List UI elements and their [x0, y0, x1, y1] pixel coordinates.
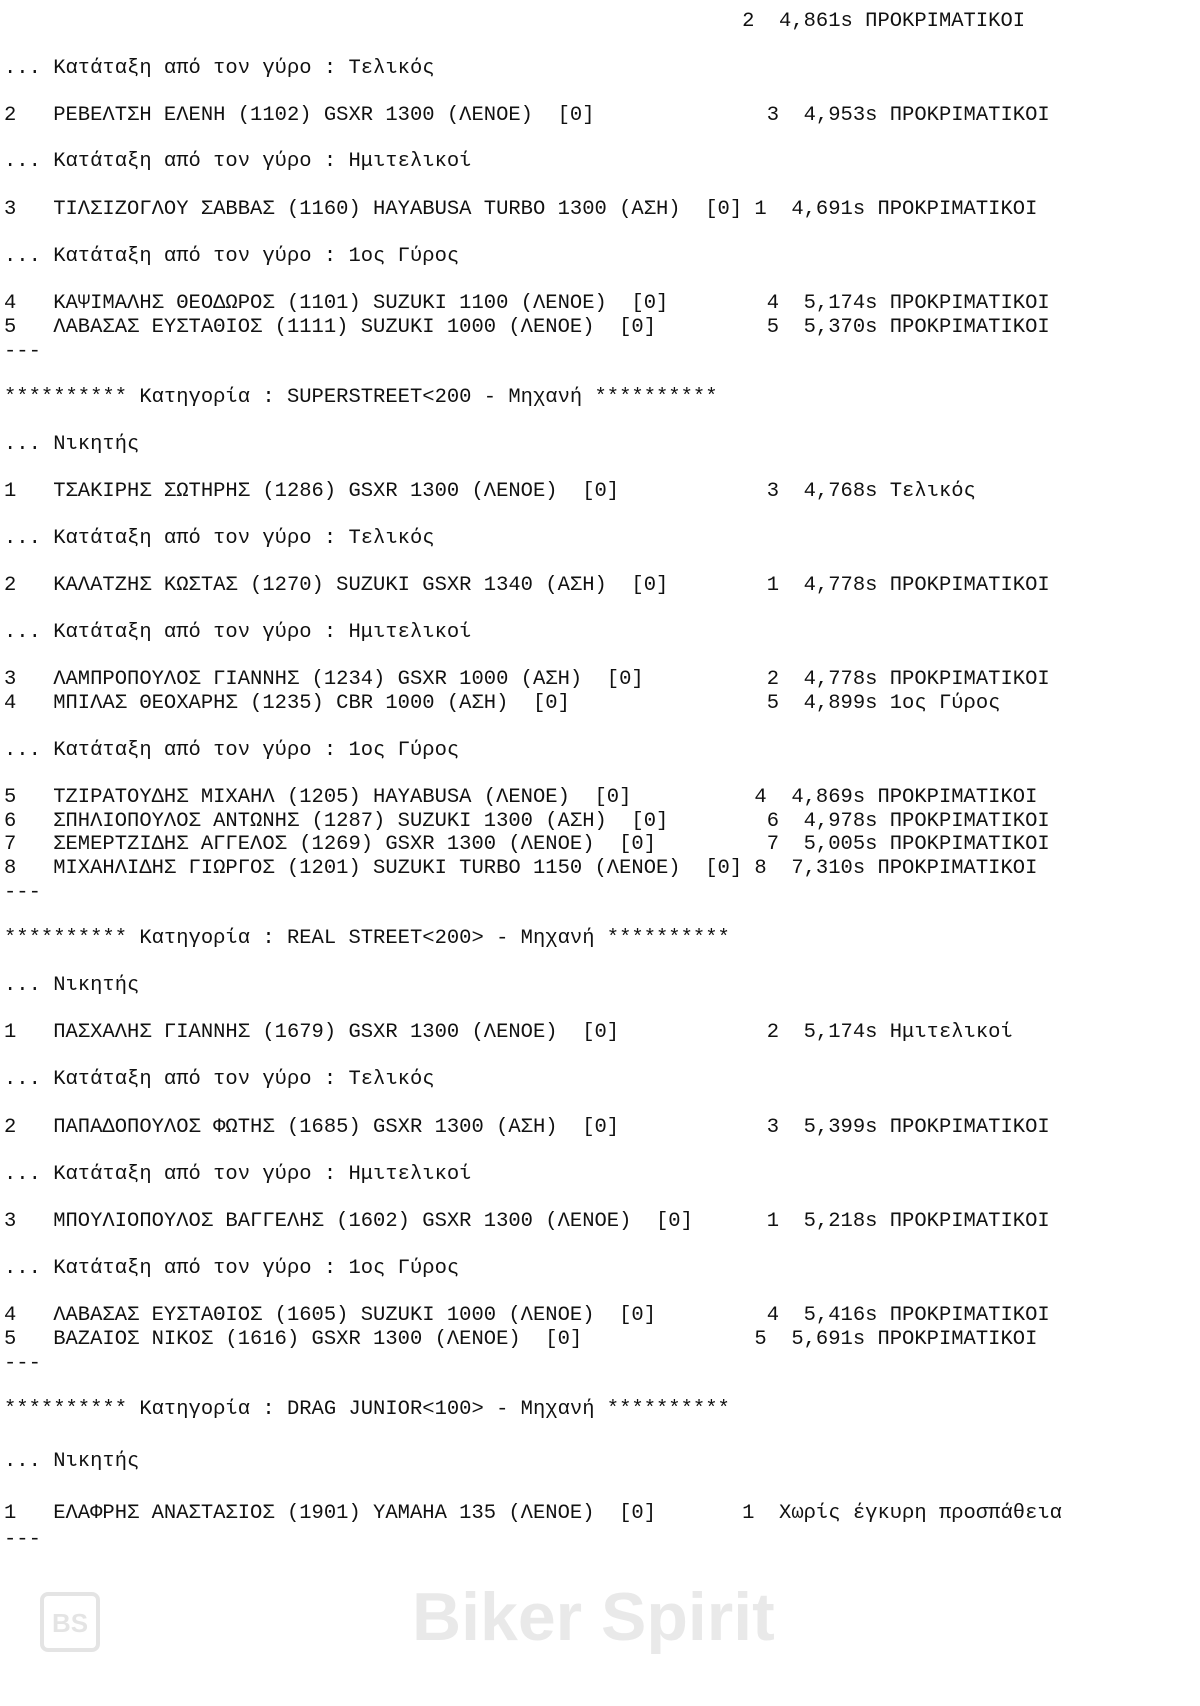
category-heading: ********** Κατηγορία : DRAG JUNIOR<100> - Μηχανή ********** — [4, 1398, 730, 1421]
round-heading: ... Κατάταξη από τον γύρο : Τελικός — [4, 1068, 435, 1091]
biker-spirit-logo-icon — [40, 1592, 100, 1652]
round-heading: ... Κατάταξη από τον γύρο : 1ος Γύρος — [4, 245, 460, 268]
result-row: 5 ΒΑΖΑΙΟΣ ΝΙΚΟΣ (1616) GSXR 1300 (ΛΕΝΟΕ) [0] 5 5,691s ΠΡΟΚΡΙΜΑΤΙΚΟΙ — [4, 1328, 1038, 1351]
result-row: 7 ΣΕΜΕΡΤΖΙΔΗΣ ΑΓΓΕΛΟΣ (1269) GSXR 1300 (ΛΕΝΟΕ) [0] 7 5,005s ΠΡΟΚΡΙΜΑΤΙΚΟΙ — [4, 833, 1050, 856]
round-heading: ... Κατάταξη από τον γύρο : Τελικός — [4, 527, 435, 550]
result-row: 3 ΤΙΛΣΙΖΟΓΛΟΥ ΣΑΒΒΑΣ (1160) HAYABUSA TURBO 1300 (ΑΣΗ) [0] 1 4,691s ΠΡΟΚΡΙΜΑΤΙΚΟΙ — [4, 198, 1038, 221]
watermark — [40, 1570, 800, 1690]
round-heading: ... Κατάταξη από τον γύρο : Ημιτελικοί — [4, 150, 472, 173]
winner-heading: ... Νικητής — [4, 1450, 140, 1473]
watermark-text: Biker Spirit — [412, 1579, 775, 1655]
result-row: 4 ΚΑΨΙΜΑΛΗΣ ΘΕΟΔΩΡΟΣ (1101) SUZUKI 1100 (ΛΕΝΟΕ) [0] 4 5,174s ΠΡΟΚΡΙΜΑΤΙΚΟΙ — [4, 292, 1050, 315]
round-heading: ... Κατάταξη από τον γύρο : Ημιτελικοί — [4, 621, 472, 644]
result-row: 1 ΤΣΑΚΙΡΗΣ ΣΩΤΗΡΗΣ (1286) GSXR 1300 (ΛΕΝΟΕ) [0] 3 4,768s Τελικός — [4, 480, 976, 503]
section-divider: --- — [4, 340, 41, 363]
result-row: 3 ΜΠΟΥΛΙΟΠΟΥΛΟΣ ΒΑΓΓΕΛΗΣ (1602) GSXR 1300 (ΛΕΝΟΕ) [0] 1 5,218s ΠΡΟΚΡΙΜΑΤΙΚΟΙ — [4, 1210, 1050, 1233]
section-divider: --- — [4, 1528, 41, 1551]
result-row: 5 ΤΖΙΡΑΤΟΥΔΗΣ ΜΙΧΑΗΛ (1205) HAYABUSA (ΛΕΝΟΕ) [0] 4 4,869s ΠΡΟΚΡΙΜΑΤΙΚΟΙ — [4, 786, 1038, 809]
round-heading: ... Κατάταξη από τον γύρο : 1ος Γύρος — [4, 739, 460, 762]
result-row-continued: 2 4,861s ΠΡΟΚΡΙΜΑΤΙΚΟΙ — [4, 10, 1026, 33]
result-row: 4 ΜΠΙΛΑΣ ΘΕΟΧΑΡΗΣ (1235) CBR 1000 (ΑΣΗ) [0] 5 4,899s 1ος Γύρος — [4, 692, 1001, 715]
result-row: 2 ΡΕΒΕΛΤΣΗ ΕΛΕΝΗ (1102) GSXR 1300 (ΛΕΝΟΕ) [0] 3 4,953s ΠΡΟΚΡΙΜΑΤΙΚΟΙ — [4, 104, 1050, 127]
category-heading: ********** Κατηγορία : REAL STREET<200> - Μηχανή ********** — [4, 927, 730, 950]
result-row: 4 ΛΑΒΑΣΑΣ ΕΥΣΤΑΘΙΟΣ (1605) SUZUKI 1000 (ΛΕΝΟΕ) [0] 4 5,416s ΠΡΟΚΡΙΜΑΤΙΚΟΙ — [4, 1304, 1050, 1327]
result-row: 2 ΚΑΛΑΤΖΗΣ ΚΩΣΤΑΣ (1270) SUZUKI GSXR 1340 (ΑΣΗ) [0] 1 4,778s ΠΡΟΚΡΙΜΑΤΙΚΟΙ — [4, 574, 1050, 597]
result-row: 1 ΠΑΣΧΑΛΗΣ ΓΙΑΝΝΗΣ (1679) GSXR 1300 (ΛΕΝΟΕ) [0] 2 5,174s Ημιτελικοί — [4, 1021, 1013, 1044]
section-divider: --- — [4, 881, 41, 904]
round-heading: ... Κατάταξη από τον γύρο : Ημιτελικοί — [4, 1163, 472, 1186]
result-row: 2 ΠΑΠΑΔΟΠΟΥΛΟΣ ΦΩΤΗΣ (1685) GSXR 1300 (ΑΣΗ) [0] 3 5,399s ΠΡΟΚΡΙΜΑΤΙΚΟΙ — [4, 1116, 1050, 1139]
result-row: 6 ΣΠΗΛΙΟΠΟΥΛΟΣ ΑΝΤΩΝΗΣ (1287) SUZUKI 1300 (ΑΣΗ) [0] 6 4,978s ΠΡΟΚΡΙΜΑΤΙΚΟΙ — [4, 810, 1050, 833]
result-row: 3 ΛΑΜΠΡΟΠΟΥΛΟΣ ΓΙΑΝΝΗΣ (1234) GSXR 1000 (ΑΣΗ) [0] 2 4,778s ΠΡΟΚΡΙΜΑΤΙΚΟΙ — [4, 668, 1050, 691]
category-heading: ********** Κατηγορία : SUPERSTREET<200 - Μηχανή ********** — [4, 386, 718, 409]
section-divider: --- — [4, 1352, 41, 1375]
result-row: 1 ΕΛΑΦΡΗΣ ΑΝΑΣΤΑΣΙΟΣ (1901) YAMAHA 135 (ΛΕΝΟΕ) [0] 1 Χωρίς έγκυρη προσπάθεια — [4, 1502, 1062, 1525]
round-heading: ... Κατάταξη από τον γύρο : 1ος Γύρος — [4, 1257, 460, 1280]
winner-heading: ... Νικητής — [4, 974, 140, 997]
round-heading: ... Κατάταξη από τον γύρο : Τελικός — [4, 57, 435, 80]
result-row: 5 ΛΑΒΑΣΑΣ ΕΥΣΤΑΘΙΟΣ (1111) SUZUKI 1000 (ΛΕΝΟΕ) [0] 5 5,370s ΠΡΟΚΡΙΜΑΤΙΚΟΙ — [4, 316, 1050, 339]
winner-heading: ... Νικητής — [4, 433, 140, 456]
svg-text:BS: BS — [51, 1608, 89, 1638]
result-row: 8 ΜΙΧΑΗΛΙΔΗΣ ΓΙΩΡΓΟΣ (1201) SUZUKI TURBO 1150 (ΛΕΝΟΕ) [0] 8 7,310s ΠΡΟΚΡΙΜΑΤΙΚΟΙ — [4, 857, 1038, 880]
